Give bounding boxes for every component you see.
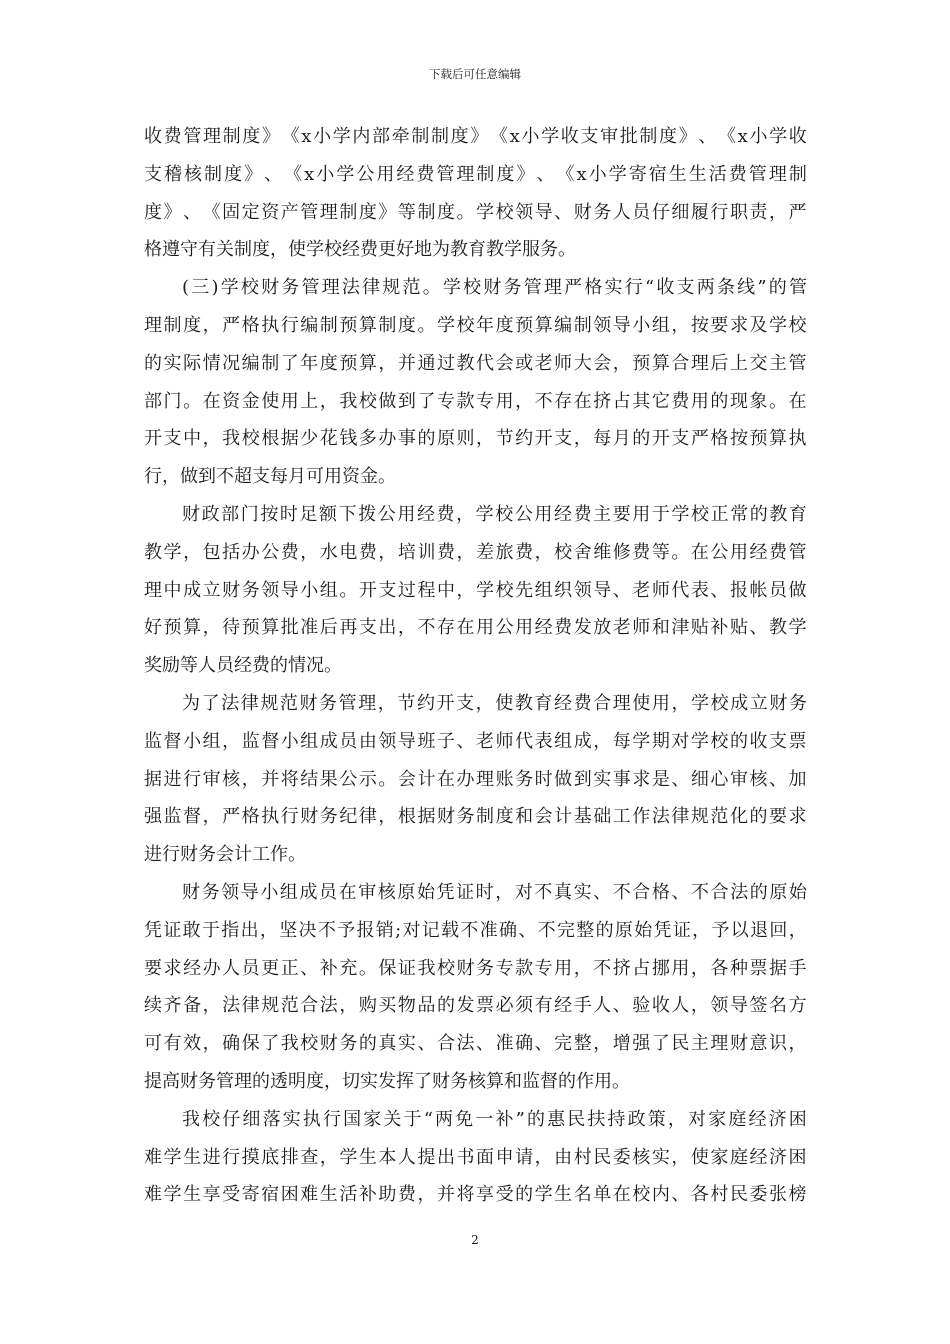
text-line: 据 进 行 审 核 ， 并 将 结 果 公 示 。 会 计 在 办 理 账 务 时 做 到 实 事 求 是 、 细 心 审 核 、 加 — [144, 768, 807, 790]
text-line: 要 求 经 办 人 员 更 正 、 补 充 。 保 证 我 校 财 务 专 款 专 用 ， 不 挤 占 挪 用 ， 各 种 票 据 手 — [144, 957, 807, 979]
page-number: 2 — [471, 1233, 479, 1247]
text-line: 难 学 生 进 行 摸 底 排 查 ， 学 生 本 人 提 出 书 面 申 请 ， 由 村 民 委 核 实 ， 使 家 庭 经 济 困 — [144, 1146, 807, 1168]
text-line: 的 实 际 情 况 编 制 了 年 度 预 算 ， 并 通 过 教 代 会 或 老 师 大 会 ， 预 算 合 理 后 上 交 主 管 — [144, 352, 807, 374]
text-line: 强 监 督 ， 严 格 执 行 财 务 纪 律 ， 根 据 财 务 制 度 和 会 计 基 础 工 作 法 律 规 范 化 的 要 求 — [144, 806, 807, 828]
paragraph — [144, 118, 807, 269]
text-line: 格遵守有关制度，使学校经费更好地为教育教学服务。 — [144, 239, 576, 261]
paragraph — [144, 496, 807, 685]
text-line: 好 预 算 ， 待 预 算 批 准 后 再 支 出 ， 不 存 在 用 公 用 经 费 发 放 老 师 和 津 贴 补 贴 、 教 学 — [144, 617, 807, 639]
text-line: 监 督 小 组 ， 监 督 小 组 成 员 由 领 导 班 子 、 老 师 代 表 组 成 ， 每 学 期 对 学 校 的 收 支 票 — [144, 730, 807, 752]
paragraph — [144, 874, 807, 1101]
text-line: 进行财务会计工作。 — [144, 844, 306, 866]
text-line: 教 学 ， 包 括 办 公 费 ， 水 电 费 ， 培 训 费 ， 差 旅 费 ， 校 舍 维 修 费 等 。 在 公 用 经 费 管 — [144, 541, 807, 563]
text-line: 理 中 成 立 财 务 领 导 小 组 。 开 支 过 程 中 ， 学 校 先 组 织 领 导 、 老 师 代 表 、 报 帐 员 做 — [144, 579, 807, 601]
text-line: ( 三 ) 学 校 财 务 管 理 法 律 规 范 。 学 校 财 务 管 理 严 格 实 行 “ 收 支 两 条 线 ” 的 管 — [182, 277, 807, 299]
text-line: 理 制 度 ， 严 格 执 行 编 制 预 算 制 度 。 学 校 年 度 预 算 编 制 领 导 小 组 ， 按 要 求 及 学 校 — [144, 314, 807, 336]
text-line: 收 费 管 理 制 度 》 《 x 小 学 内 部 牵 制 制 度 》 《 x 小 学 收 支 审 批 制 度 》 、 《 x 小 学 收 — [144, 126, 807, 147]
text-line: 可 有 效 ， 确 保 了 我 校 财 务 的 真 实 、 合 法 、 准 确 、 完 整 ， 增 强 了 民 主 理 财 意 识 ， — [144, 1033, 807, 1055]
text-line: 财 政 部 门 按 时 足 额 下 拨 公 用 经 费 ， 学 校 公 用 经 费 主 要 用 于 学 校 正 常 的 教 育 — [182, 503, 807, 525]
text-line: 难 学 生 享 受 寄 宿 困 难 生 活 补 助 费 ， 并 将 享 受 的 学 生 名 单 在 校 内 、 各 村 民 委 张 榜 — [144, 1184, 807, 1206]
text-line: 支 稽 核 制 度 》 、 《 x 小 学 公 用 经 费 管 理 制 度 》 、 《 x 小 学 寄 宿 生 生 活 费 管 理 制 — [144, 163, 807, 185]
paragraph — [144, 269, 807, 496]
text-line: 续 齐 备 ， 法 律 规 范 合 法 ， 购 买 物 品 的 发 票 必 须 有 经 手 人 、 验 收 人 ， 领 导 签 名 方 — [144, 995, 807, 1017]
text-line: 为 了 法 律 规 范 财 务 管 理 ， 节 约 开 支 ， 使 教 育 经 费 合 理 使 用 ， 学 校 成 立 财 务 — [182, 692, 807, 714]
text-line: 提高财务管理的透明度，切实发挥了财务核算和监督的作用。 — [144, 1070, 630, 1092]
text-line: 行，做到不超支每月可用资金。 — [144, 466, 396, 488]
text-line: 我 校 仔 细 落 实 执 行 国 家 关 于 “ 两 免 一 补 ” 的 惠 民 扶 持 政 策 ， 对 家 庭 经 济 困 — [182, 1108, 807, 1130]
text-line: 部 门 。 在 资 金 使 用 上 ， 我 校 做 到 了 专 款 专 用 ， 不 存 在 挤 占 其 它 费 用 的 现 象 。 在 — [144, 390, 807, 412]
text-line: 奖励等人员经费的情况。 — [144, 655, 342, 677]
text-line: 度 》 、 《 固 定 资 产 管 理 制 度 》 等 制 度 。 学 校 领 导 、 财 务 人 员 仔 细 履 行 职 责 ， 严 — [144, 201, 807, 223]
text-line: 凭 证 敢 于 指 出 ， 坚 决 不 予 报 销 ; 对 记 载 不 准 确 、 不 完 整 的 原 始 凭 证 ， 予 以 退 回 ， — [144, 919, 807, 941]
document-body — [144, 118, 807, 1214]
page-header: 下载后可任意编辑 — [429, 67, 521, 81]
paragraph — [144, 685, 807, 874]
text-line: 开 支 中 ， 我 校 根 据 少 花 钱 多 办 事 的 原 则 ， 节 约 开 支 ， 每 月 的 开 支 严 格 按 预 算 执 — [144, 428, 807, 450]
paragraph — [144, 1101, 807, 1214]
text-line: 财 务 领 导 小 组 成 员 在 审 核 原 始 凭 证 时 ， 对 不 真 实 、 不 合 格 、 不 合 法 的 原 始 — [182, 881, 807, 903]
